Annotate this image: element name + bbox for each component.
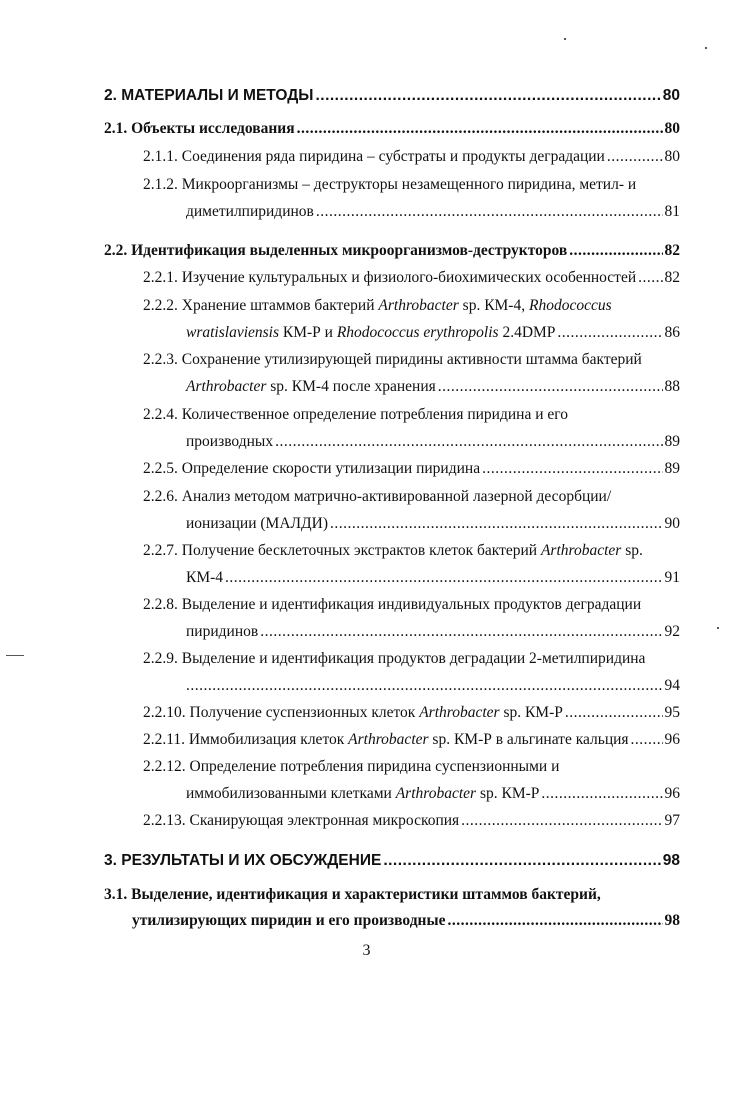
toc-entry-3-1-continuation[interactable] xyxy=(132,911,680,931)
title-part: sp. КМ-4, xyxy=(458,297,529,314)
toc-entry-2-2-5[interactable] xyxy=(143,459,680,479)
toc-entry-title-cont xyxy=(186,377,436,397)
toc-page-number: 96 xyxy=(664,731,680,748)
toc-entry-title-cont: диметилпиридинов xyxy=(186,203,314,220)
toc-entry-2-2-2[interactable] xyxy=(143,296,612,316)
toc-entry-2-2-7-continuation[interactable] xyxy=(186,568,680,588)
title-italic-part: Arthrobacter xyxy=(419,704,500,721)
title-part: 2.2.7. Получение бесклеточных экстрактов клеток бактерий xyxy=(143,542,541,559)
toc-leader-dots xyxy=(316,202,663,222)
toc-entry-title: 2.2.4. Количественное определение потребления пиридина и его xyxy=(143,406,568,423)
toc-entry-2-2-2-continuation[interactable] xyxy=(186,323,680,343)
toc-entry-title-cont: утилизирующих пиридин и его производные xyxy=(132,912,446,929)
toc-entry-title: 2.1.1. Соединения ряда пиридина – субстраты и продукты деградации xyxy=(143,148,605,165)
title-part: КМ-Р и xyxy=(279,324,337,341)
page-number: 3 xyxy=(362,942,371,959)
title-italic-part: Arthrobacter xyxy=(378,297,459,314)
toc-leader-dots xyxy=(260,622,662,642)
scan-speck xyxy=(717,627,719,629)
toc-page-number: 80 xyxy=(662,87,680,104)
toc-leader-dots xyxy=(186,676,663,696)
toc-leader-dots xyxy=(297,119,663,139)
toc-entry-2-2-8[interactable] xyxy=(143,595,641,615)
toc-page-number: 98 xyxy=(662,852,680,869)
toc-page-number: 82 xyxy=(664,242,680,259)
toc-leader-dots xyxy=(438,377,663,397)
toc-leader-dots xyxy=(315,86,660,106)
toc-entry-2-2-7[interactable] xyxy=(143,541,643,561)
toc-entry-title-cont: ионизации (МАЛДИ) xyxy=(186,515,328,532)
toc-entry-2-2[interactable] xyxy=(104,241,680,261)
toc-entry-title: 2.2. Идентификация выделенных микроорганизмов-деструкторов xyxy=(104,242,568,259)
toc-leader-dots xyxy=(225,568,662,588)
toc-entry-title: 2. МАТЕРИАЛЫ И МЕТОДЫ xyxy=(104,87,314,104)
toc-entry-title: 2.2.8. Выделение и идентификация индивидуальных продуктов деградации xyxy=(143,596,642,613)
scan-speck xyxy=(705,47,707,49)
title-part: sp. xyxy=(621,542,643,559)
toc-page-number: 89 xyxy=(664,433,680,450)
scan-speck xyxy=(6,655,24,656)
toc-entry-title: 2.2.9. Выделение и идентификация продуктов деградации 2-метилпиридина xyxy=(143,650,646,667)
toc-entry-title-cont: КМ-4 xyxy=(186,569,224,586)
toc-entry-title xyxy=(143,541,643,561)
toc-entry-title: 3.1. Выделение, идентификация и характеристики штаммов бактерий, xyxy=(104,886,601,903)
toc-page-number: 80 xyxy=(664,148,680,165)
toc-entry-title-cont: пиридинов xyxy=(186,623,259,640)
toc-entry-2-2-9[interactable] xyxy=(143,649,645,669)
title-part: sp. КМ-4 после хранения xyxy=(266,378,436,395)
toc-entry-title: 2.2.12. Определение потребления пиридина суспензионными и xyxy=(143,758,560,775)
toc-entry-2-2-9-continuation[interactable] xyxy=(186,676,680,696)
toc-entry-2-2-6-continuation[interactable] xyxy=(186,514,680,534)
toc-leader-dots xyxy=(275,432,662,452)
toc-entry-title xyxy=(143,703,563,723)
title-italic-part: Rhodococcus xyxy=(528,297,612,314)
toc-page-number: 91 xyxy=(664,569,680,586)
toc-page-number: 89 xyxy=(664,460,680,477)
title-part: 2.4DMP xyxy=(498,324,556,341)
toc-leader-dots xyxy=(330,514,663,534)
toc-entry-2-1-2-continuation[interactable] xyxy=(186,202,680,222)
toc-leader-dots xyxy=(383,851,660,871)
title-part: иммобилизованными клетками xyxy=(186,785,396,802)
toc-entry-2-2-4-continuation[interactable] xyxy=(186,432,680,452)
toc-leader-dots xyxy=(482,459,662,479)
toc-entry-2-2-13[interactable] xyxy=(143,811,680,831)
title-italic-part: Arthrobacter xyxy=(348,731,429,748)
title-part: sp. КМ-Р в альгинате кальция xyxy=(428,731,629,748)
toc-leader-dots xyxy=(557,323,662,343)
toc-entry-title-cont xyxy=(186,784,539,804)
toc-entry-section-2[interactable] xyxy=(104,86,680,106)
toc-entry-title: 2.2.6. Анализ методом матрично-активированной лазерной десорбции/ xyxy=(143,488,612,505)
toc-entry-2-2-1[interactable] xyxy=(143,268,680,288)
toc-entry-title: 2.2.3. Сохранение утилизирующей пиридины активности штамма бактерий xyxy=(143,351,642,368)
toc-page-number: 95 xyxy=(664,704,680,721)
toc-entry-2-2-3[interactable] xyxy=(143,350,642,370)
toc-page-number: 88 xyxy=(664,378,680,395)
toc-entry-2-2-3-continuation[interactable] xyxy=(186,377,680,397)
toc-page-number: 82 xyxy=(664,269,680,286)
title-italic-part: Arthrobacter xyxy=(540,542,622,559)
title-part: 2.2.11. Иммобилизация клеток xyxy=(143,731,349,748)
toc-entry-2-2-6[interactable] xyxy=(143,487,611,507)
toc-entry-title: 2.2.5. Определение скорости утилизации пиридина xyxy=(143,460,481,477)
toc-entry-title-cont: производных xyxy=(186,433,274,450)
title-part: 2.2.10. Получение суспензионных клеток xyxy=(143,704,420,721)
toc-entry-title: 2.2.1. Изучение культуральных и физиолого-биохимических особенностей xyxy=(143,269,637,286)
toc-entry-title xyxy=(143,730,629,750)
toc-entry-section-3[interactable] xyxy=(104,851,680,871)
toc-page-number: 97 xyxy=(664,812,680,829)
title-part: sp. КМ-Р xyxy=(476,785,540,802)
toc-leader-dots xyxy=(447,911,662,931)
toc-entry-3-1[interactable] xyxy=(104,885,601,905)
toc-entry-2-1[interactable] xyxy=(104,119,680,139)
toc-page-number: 98 xyxy=(664,912,680,929)
toc-leader-dots xyxy=(631,730,663,750)
title-italic-part: wratislaviensis xyxy=(186,324,280,341)
scan-speck xyxy=(564,38,566,40)
toc-entry-2-1-2[interactable] xyxy=(143,175,636,195)
title-italic-part: Arthrobacter xyxy=(186,378,267,395)
title-part: sp. КМ-Р xyxy=(499,704,563,721)
toc-leader-dots xyxy=(569,241,662,261)
toc-entry-2-2-8-continuation[interactable] xyxy=(186,622,680,642)
toc-entry-title xyxy=(143,296,612,316)
toc-entry-2-2-4[interactable] xyxy=(143,405,568,425)
toc-leader-dots xyxy=(638,268,662,288)
toc-leader-dots xyxy=(541,784,662,804)
toc-page-number: 80 xyxy=(664,120,680,137)
toc-entry-2-1-1[interactable] xyxy=(143,147,680,167)
toc-entry-title: 2.1. Объекты исследования xyxy=(104,120,295,137)
toc-entry-title-cont xyxy=(186,323,555,343)
title-part: 2.2.2. Хранение штаммов бактерий xyxy=(143,297,379,314)
toc-entry-2-2-12[interactable] xyxy=(143,757,559,777)
toc-leader-dots xyxy=(565,703,663,723)
title-italic-part: Arthrobacter xyxy=(395,785,477,802)
toc-leader-dots xyxy=(607,147,663,167)
toc-entry-2-2-10[interactable] xyxy=(143,703,680,723)
toc-entry-title: 3. РЕЗУЛЬТАТЫ И ИХ ОБСУЖДЕНИЕ xyxy=(104,852,382,869)
toc-entry-title: 2.2.13. Сканирующая электронная микроскопия xyxy=(143,812,460,829)
toc-page-number: 90 xyxy=(664,515,680,532)
toc-page-number: 86 xyxy=(664,324,680,341)
toc-page-number: 81 xyxy=(664,203,680,220)
toc-leader-dots xyxy=(461,811,662,831)
title-italic-part: Rhodococcus erythropolis xyxy=(336,324,499,341)
toc-entry-2-2-11[interactable] xyxy=(143,730,680,750)
toc-page-number: 96 xyxy=(664,785,680,802)
toc-entry-2-2-12-continuation[interactable] xyxy=(186,784,680,804)
toc-page-number: 94 xyxy=(664,677,680,694)
toc-entry-title: 2.1.2. Микроорганизмы – деструкторы незамещенного пиридина, метил- и xyxy=(143,176,637,193)
toc-page-number: 92 xyxy=(664,623,680,640)
